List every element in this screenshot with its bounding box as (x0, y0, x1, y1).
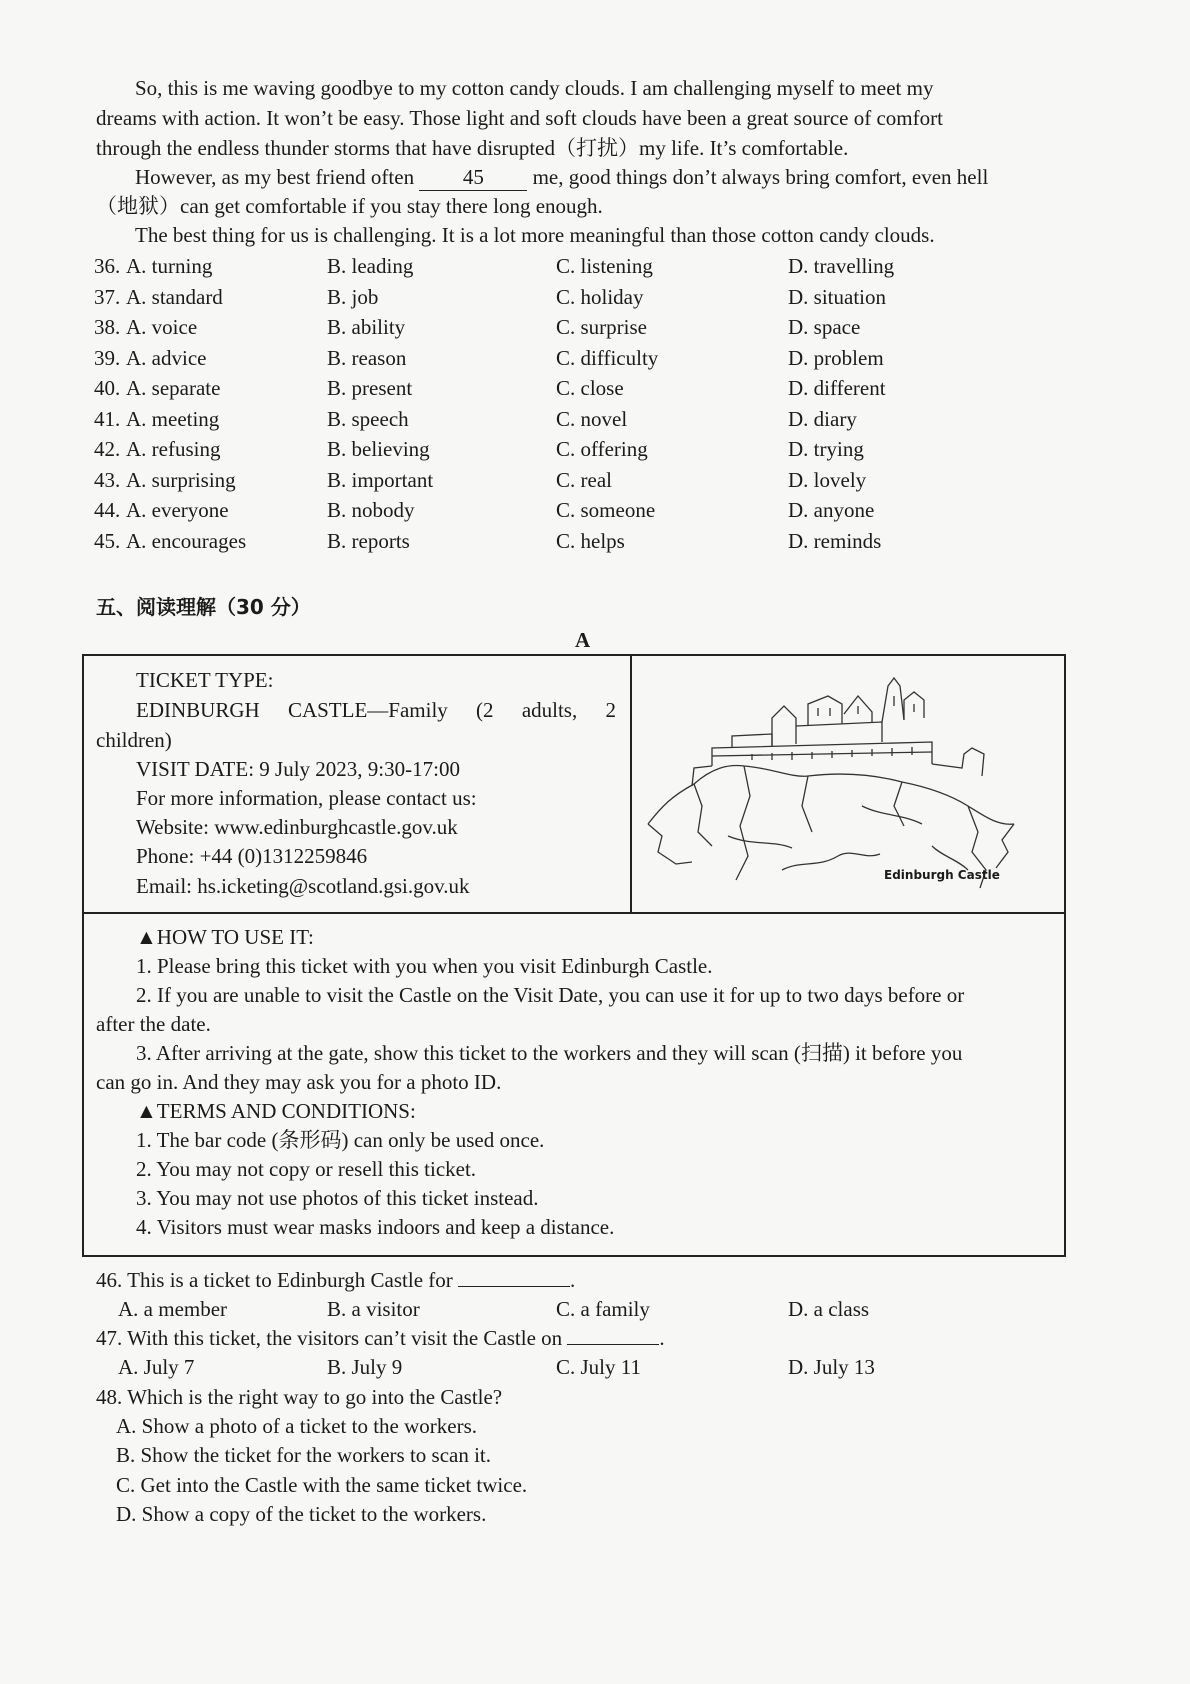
ticket-type-word: (2 (476, 698, 494, 722)
option: D. Show a copy of the ticket to the workers. (116, 1502, 487, 1526)
how-item: 3. After arriving at the gate, show this ticket to the workers and they will scan (扫描) it before you (136, 1041, 963, 1065)
question-number: 43. (94, 468, 121, 492)
term-item: 3. You may not use photos of this ticket instead. (136, 1186, 539, 1210)
answer-blank (458, 1268, 570, 1287)
option-b: B. reports (327, 529, 410, 553)
how-item: 1. Please bring this ticket with you when you visit Edinburgh Castle. (136, 954, 713, 978)
passage-line: The best thing for us is challenging. It is a lot more meaningful than those cotton candy clouds. (135, 223, 935, 247)
option-c: C. surprise (556, 315, 647, 339)
option-d: D. lovely (788, 468, 867, 492)
option: C. Get into the Castle with the same ticket twice. (116, 1473, 528, 1497)
option-b: B. nobody (327, 498, 415, 522)
option-a: A. everyone (126, 498, 229, 522)
option: B. Show the ticket for the workers to scan it. (116, 1443, 492, 1467)
question-number: 41. (94, 407, 121, 431)
question-number: 36. (94, 254, 121, 278)
option-a: A. voice (126, 315, 198, 339)
passage-line: So, this is me waving goodbye to my cotton candy clouds. I am challenging myself to meet my (135, 76, 934, 100)
option-d: D. travelling (788, 254, 895, 278)
option: A. July 7 (118, 1355, 195, 1379)
option-d: D. reminds (788, 529, 882, 553)
how-item-cont: can go in. And they may ask you for a photo ID. (96, 1070, 502, 1094)
how-item: 2. If you are unable to visit the Castle on the Visit Date, you can use it for up to two days before or (136, 983, 965, 1007)
option-d: D. diary (788, 407, 857, 431)
term-item: 4. Visitors must wear masks indoors and keep a distance. (136, 1215, 615, 1239)
blank-45: 45 (419, 164, 527, 191)
option: B. a visitor (327, 1297, 420, 1321)
option: C. a family (556, 1297, 650, 1321)
option: D. a class (788, 1297, 870, 1321)
visit-date: VISIT DATE: 9 July 2023, 9:30-17:00 (136, 757, 460, 781)
option: C. July 11 (556, 1355, 641, 1379)
option-a: A. turning (126, 254, 213, 278)
passage-text: However, as my best friend often (135, 165, 415, 189)
option-a: A. meeting (126, 407, 220, 431)
question-number: 37. (94, 285, 121, 309)
option-d: D. anyone (788, 498, 875, 522)
ticket-type-word: adults, (521, 698, 578, 722)
option-b: B. ability (327, 315, 406, 339)
option-d: D. space (788, 315, 861, 339)
option-c: C. difficulty (556, 346, 659, 370)
question-number: 40. (94, 376, 121, 400)
question-number: 39. (94, 346, 121, 370)
option-b: B. present (327, 376, 413, 400)
option-c: C. offering (556, 437, 648, 461)
option-c: C. real (556, 468, 612, 492)
ticket-type-line (136, 697, 616, 723)
option-c: C. novel (556, 407, 628, 431)
question-number: 42. (94, 437, 121, 461)
how-item-cont: after the date. (96, 1012, 211, 1036)
ticket-type-word: CASTLE—Family (287, 698, 448, 722)
option-c: C. someone (556, 498, 656, 522)
more-info: For more information, please contact us: (136, 786, 477, 810)
section-title: 五、阅读理解（30 分） (96, 595, 311, 619)
option: D. July 13 (788, 1355, 875, 1379)
question-number: 44. (94, 498, 121, 522)
term-item: 2. You may not copy or resell this ticket. (136, 1157, 477, 1181)
how-title: ▲HOW TO USE IT: (136, 925, 314, 949)
question-47: 47. With this ticket, the visitors can’t visit the Castle on . (96, 1326, 665, 1350)
ticket-type-line2: children) (96, 728, 172, 752)
terms-title: ▲TERMS AND CONDITIONS: (136, 1099, 416, 1123)
option-b: B. job (327, 285, 379, 309)
question-number: 38. (94, 315, 121, 339)
option: A. Show a photo of a ticket to the workers. (116, 1414, 478, 1438)
option-b: B. believing (327, 437, 430, 461)
option-c: C. helps (556, 529, 625, 553)
option-d: D. trying (788, 437, 864, 461)
option-a: A. encourages (126, 529, 247, 553)
option-d: D. different (788, 376, 886, 400)
option-b: B. leading (327, 254, 414, 278)
option-b: B. reason (327, 346, 407, 370)
option-d: D. situation (788, 285, 886, 309)
question-46: 46. This is a ticket to Edinburgh Castle for . (96, 1268, 576, 1292)
passage-text: me, good things don’t always bring comfort, even hell (532, 165, 989, 189)
option-a: A. advice (126, 346, 207, 370)
option-c: C. listening (556, 254, 653, 278)
email: Email: hs.icketing@scotland.gsi.gov.uk (136, 874, 470, 898)
option-b: B. speech (327, 407, 409, 431)
ticket-info (84, 656, 632, 914)
option-c: C. close (556, 376, 624, 400)
website: Website: www.edinburghcastle.gov.uk (136, 815, 458, 839)
phone: Phone: +44 (0)1312259846 (136, 844, 368, 868)
passage-line (135, 164, 988, 191)
option-a: A. refusing (126, 437, 221, 461)
ticket-type-word: 2 (605, 698, 616, 722)
question-48: 48. Which is the right way to go into the Castle? (96, 1385, 503, 1409)
question-number: 45. (94, 529, 121, 553)
term-item: 1. The bar code (条形码) can only be used once. (136, 1128, 545, 1152)
part-label: A (575, 628, 591, 652)
ticket-type-word: EDINBURGH (136, 698, 260, 722)
option-d: D. problem (788, 346, 884, 370)
ticket-type-label: TICKET TYPE: (136, 668, 274, 692)
answer-blank (567, 1326, 659, 1345)
question-text: 47. With this ticket, the visitors can’t visit the Castle on (96, 1326, 563, 1350)
question-text: 46. This is a ticket to Edinburgh Castle for (96, 1268, 453, 1292)
passage-line: dreams with action. It won’t be easy. Those light and soft clouds have been a great source of comfort (96, 106, 943, 130)
option-a: A. separate (126, 376, 221, 400)
option: B. July 9 (327, 1355, 403, 1379)
image-caption: Edinburgh Castle (884, 868, 1000, 882)
passage-line: through the endless thunder storms that have disrupted（打扰）my life. It’s comfortable. (96, 136, 849, 160)
option-b: B. important (327, 468, 434, 492)
option-a: A. surprising (126, 468, 236, 492)
castle-illustration (632, 656, 1064, 914)
option-a: A. standard (126, 285, 223, 309)
option-c: C. holiday (556, 285, 644, 309)
ticket (82, 654, 1066, 1257)
passage-line: （地狱）can get comfortable if you stay there long enough. (96, 194, 603, 218)
option: A. a member (118, 1297, 228, 1321)
